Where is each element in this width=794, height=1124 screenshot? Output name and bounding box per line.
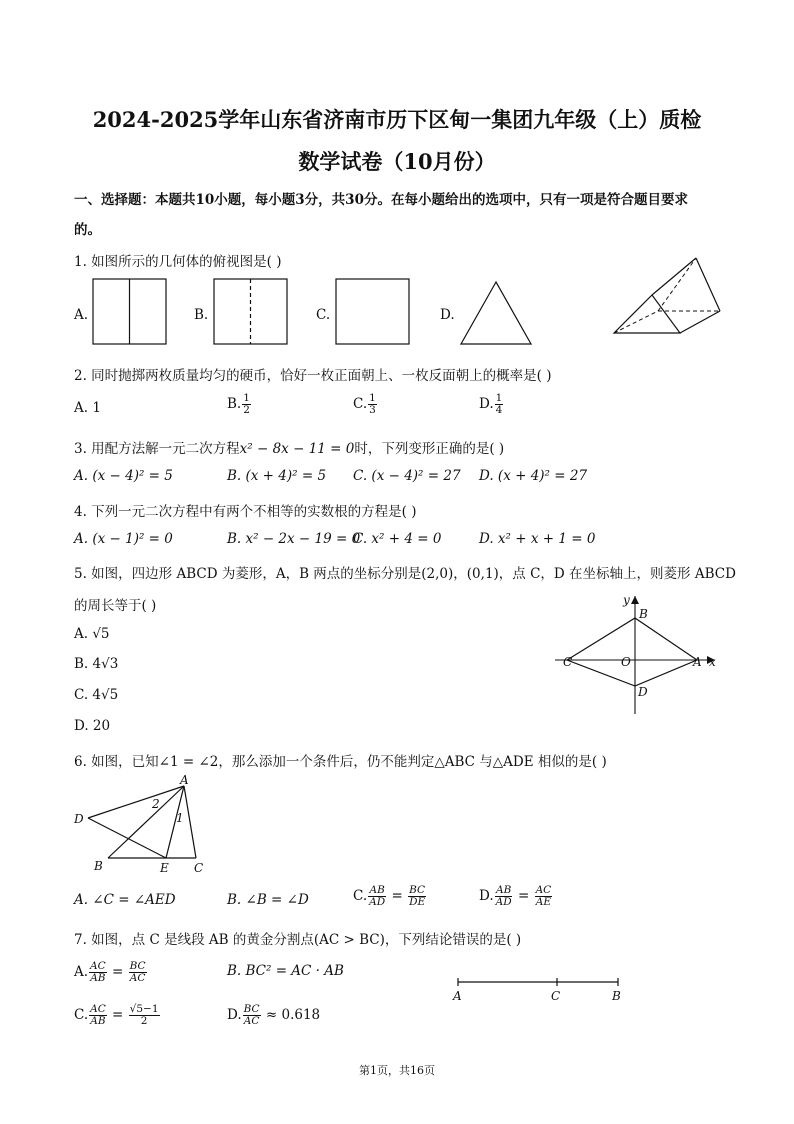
- q7-option-b: B. BC² = AC · AB: [227, 963, 344, 979]
- q4-stem: 4. 下列一元二次方程中有两个不相等的实数根的方程是( ): [74, 504, 417, 520]
- q5-option-d: D. 20: [74, 718, 111, 734]
- q7-segment-figure: [450, 976, 630, 1006]
- q1-stem: 1. 如图所示的几何体的俯视图是( ): [74, 254, 282, 270]
- q3-option-b: B. (x + 4)² = 5: [227, 468, 327, 484]
- q1-option-c: C.: [316, 307, 331, 323]
- q6-label-c: C: [194, 861, 204, 875]
- section-header: 一、选择题：本题共10小题，每小题3分，共30分。在每小题给出的选项中，只有一项是符合题目要求: [74, 192, 688, 208]
- q4-option-c: C. x² + 4 = 0: [353, 531, 442, 547]
- q1-option-b: B.: [194, 307, 209, 323]
- page-footer: 第1页，共16页: [359, 1064, 435, 1077]
- q7-stem: 7. 如图，点 C 是线段 AB 的黄金分割点(AC > BC)，下列结论错误的是( ): [74, 932, 522, 948]
- q5-label-y: y: [623, 593, 630, 607]
- q1-option-b-figure: [213, 278, 289, 346]
- q6-option-b: B. ∠B = ∠D: [227, 892, 309, 908]
- q6-label-angle2: 2: [152, 797, 160, 811]
- q5-label-b: B: [639, 607, 648, 621]
- q6-label-b: B: [94, 859, 103, 873]
- q7-option-d: D. $\frac{BC}{AC}$ ≈ 0.618: [227, 1003, 321, 1027]
- q2-option-c: C. $\frac{1}{3}$: [353, 392, 376, 416]
- q7-option-a: A. $\frac{AC}{AB}$ = $\frac{BC}{AC}$: [74, 960, 146, 984]
- q6-label-e: E: [160, 861, 169, 875]
- q4-option-b: B. x² − 2x − 19 = 0: [227, 531, 361, 547]
- q5-label-d: D: [638, 685, 648, 699]
- q6-stem: 6. 如图，已知∠1 = ∠2，那么添加一个条件后，仍不能判定△ABC 与△ADE 相似的是( ): [74, 754, 607, 770]
- paper-title-line2: 数学试卷（10月份）: [298, 149, 496, 174]
- q2-option-a: A. 1: [74, 400, 101, 416]
- q1-option-a-figure: [92, 278, 168, 346]
- q5-option-a: A. √5: [74, 626, 110, 642]
- q3-option-c: C. (x − 4)² = 27: [353, 468, 461, 484]
- q3-option-d: D. (x + 4)² = 27: [479, 468, 588, 484]
- q5-stem-line2: 的周长等于( ): [74, 598, 157, 614]
- q5-label-x: x: [709, 655, 716, 669]
- q5-label-o: O: [621, 655, 631, 669]
- q6-option-c: C. $\frac{AB}{AD}$ = $\frac{BC}{DE}$: [353, 884, 426, 908]
- q4-option-a: A. (x − 1)² = 0: [74, 531, 173, 547]
- q7-label-b: B: [612, 989, 621, 1003]
- q6-option-d: D. $\frac{AB}{AD}$ = $\frac{AC}{AE}$: [479, 884, 552, 908]
- q5-option-c: C. 4√5: [74, 687, 119, 703]
- section-header-cont: 的。: [74, 222, 101, 238]
- q7-option-c: C. $\frac{AC}{AB}$ = $\frac{√5-1}{2}$: [74, 1003, 159, 1027]
- q1-prism-figure: [612, 255, 724, 337]
- q1-option-d-figure: [459, 280, 535, 346]
- q3-option-a: A. (x − 4)² = 5: [74, 468, 173, 484]
- q2-stem: 2. 同时抛掷两枚质量均匀的硬币，恰好一枚正面朝上、一枚反面朝上的概率是( ): [74, 368, 552, 384]
- q2-option-d: D. $\frac{1}{4}$: [479, 392, 503, 416]
- q5-rhombus-figure: [555, 592, 725, 716]
- q5-option-b: B. 4√3: [74, 656, 119, 672]
- q7-label-a: A: [453, 989, 462, 1003]
- q3-stem: 3. 用配方法解一元二次方程x² − 8x − 11 = 0时，下列变形正确的是( ): [74, 441, 505, 457]
- q6-label-angle1: 1: [176, 811, 184, 825]
- q1-option-c-figure: [335, 278, 411, 346]
- q1-option-a: A.: [74, 307, 89, 323]
- q5-stem-line1: 5. 如图，四边形 ABCD 为菱形，A，B 两点的坐标分别是(2,0)，(0,1)，点 C，D 在坐标轴上，则菱形 ABCD: [74, 566, 736, 582]
- q7-label-c: C: [551, 989, 561, 1003]
- paper-title-line1: 2024-2025学年山东省济南市历下区甸一集团九年级（上）质检: [92, 107, 702, 132]
- q2-option-b: B. $\frac{1}{2}$: [227, 392, 250, 416]
- q6-option-a: A. ∠C = ∠AED: [74, 892, 176, 908]
- q4-option-d: D. x² + x + 1 = 0: [479, 531, 596, 547]
- q6-label-d: D: [74, 812, 84, 826]
- q6-triangle-figure: [72, 773, 222, 875]
- q5-label-a: A: [693, 655, 702, 669]
- q6-label-a: A: [180, 773, 189, 787]
- q5-label-c: C: [563, 655, 573, 669]
- q1-option-d: D.: [440, 307, 455, 323]
